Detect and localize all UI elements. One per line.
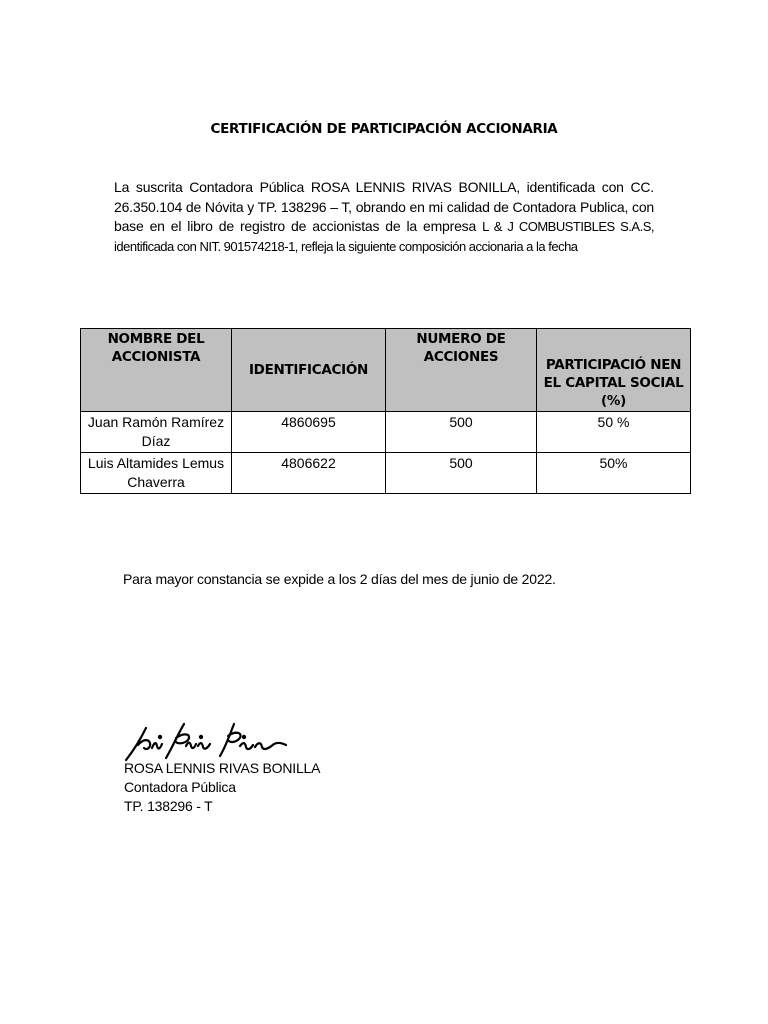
cell-share-count: 500 [386, 412, 537, 453]
cell-identification: 4806622 [232, 453, 386, 494]
signer-license: TP. 138296 - T [124, 798, 213, 814]
header-capital-participation: PARTICIPACIÓ NEN EL CAPITAL SOCIAL (%) [537, 329, 691, 412]
table-row [81, 412, 691, 453]
intro-text-company: L & J COMBUSTIBLES S.A.S, identificada con NIT. 901574218-1, refleja la siguiente composición accionaria a la fecha [114, 219, 654, 254]
document-title: CERTIFICACIÓN DE PARTICIPACIÓN ACCIONARIA [210, 121, 558, 137]
intro-paragraph [114, 178, 654, 256]
cell-shareholder-name: Juan Ramón Ramírez Díaz [81, 412, 232, 453]
table-row [81, 453, 691, 494]
signer-name: ROSA LENNIS RIVAS BONILLA [124, 760, 321, 776]
cell-participation: 50% [537, 453, 691, 494]
cell-shareholder-name: Luis Altamides Lemus Chaverra [81, 453, 232, 494]
table-header-row [81, 329, 691, 412]
shareholders-table [80, 328, 691, 494]
cell-identification: 4860695 [232, 412, 386, 453]
signature-block [124, 759, 320, 816]
cell-participation: 50 % [537, 412, 691, 453]
signer-role: Contadora Pública [124, 779, 236, 795]
header-share-count: NUMERO DE ACCIONES [386, 329, 537, 412]
header-identification: IDENTIFICACIÓN [232, 329, 386, 412]
header-shareholder-name: NOMBRE DEL ACCIONISTA [81, 329, 232, 412]
intro-text-main: La suscrita Contadora Pública ROSA LENNIS RIVAS BONILLA, identificada con CC. 26.350.104 de Nóvita y TP. 138296 – T, obrando en mi calidad de Contadora Publica, con base en el libro de registro de accionistas de la empresa [114, 179, 654, 234]
closing-statement: Para mayor constancia se expide a los 2 días del mes de junio de 2022. [123, 571, 556, 587]
cell-share-count: 500 [386, 453, 537, 494]
